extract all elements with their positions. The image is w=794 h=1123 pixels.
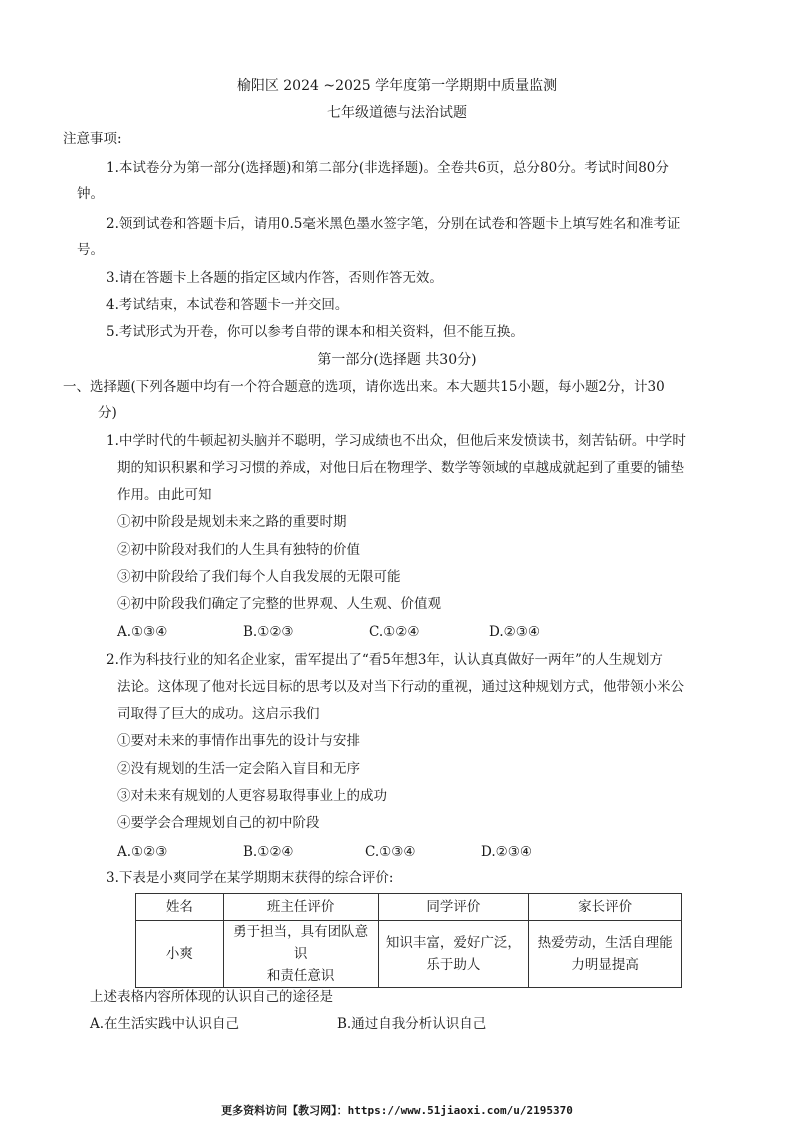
table-header-classmate: 同学评价: [378, 894, 529, 921]
q2-statement-3: ③对未来有规划的人更容易取得事业上的成功: [117, 788, 387, 804]
q2-option-d[interactable]: D.②③④: [481, 844, 532, 860]
q2-stem-line3: 司取得了巨大的成功。这启示我们: [117, 706, 320, 722]
q2-option-a[interactable]: A.①②③: [117, 844, 168, 860]
note-item-4: 4.考试结束，本试卷和答题卡一并交回。: [106, 297, 349, 313]
q1-option-d[interactable]: D.②③④: [489, 624, 540, 640]
q2-stem-line1: 2.作为科技行业的知名企业家，雷军提出了“看5年想3年，认认真真做好一两年”的人生规划方: [106, 652, 663, 668]
q2-options: [117, 842, 577, 862]
teacher-eval-line2: 和责任意识: [266, 968, 335, 984]
table-header-parent: 家长评价: [529, 894, 682, 921]
q3-question: 上述表格内容所体现的认识自己的途径是: [90, 989, 333, 1005]
q1-option-a[interactable]: A.①③④: [117, 624, 168, 640]
q1-stem-line1: 1.中学时代的牛顿起初头脑并不聪明，学习成绩也不出众，但他后来发愤读书，刻苦钻研。中学时: [106, 433, 686, 449]
q3-option-a[interactable]: A.在生活实践中认识自己: [90, 1016, 240, 1032]
table-row: [136, 921, 682, 988]
q2-option-b[interactable]: B.①②④: [243, 844, 294, 860]
exam-title: 榆阳区 2024 ~2025 学年度第一学期期中质量监测: [236, 78, 558, 94]
notes-heading: 注意事项:: [63, 131, 122, 147]
q1-statement-4: ④初中阶段我们确定了完整的世界观、人生观、价值观: [117, 596, 441, 612]
q2-statement-4: ④要学会合理规划自己的初中阶段: [117, 815, 320, 831]
note-item-5: 5.考试形式为开卷，你可以参考自带的课本和相关资料，但不能互换。: [106, 324, 524, 340]
note-item-1-cont: 钟。: [77, 186, 104, 202]
note-item-1: 1.本试卷分为第一部分(选择题)和第二部分(非选择题)。全卷共6页，总分80分。考试时间80分: [106, 160, 669, 176]
note-item-2-cont: 号。: [77, 242, 104, 258]
q2-option-c[interactable]: C.①③④: [365, 844, 416, 860]
table-header-row: [136, 894, 682, 921]
table-cell-classmate: [378, 921, 529, 988]
q2-stem-line2: 法论。这体现了他对长远目标的思考以及对当下行动的重视，通过这种规划方式，他带领小米公: [117, 679, 684, 695]
section-instructions-cont: 分): [98, 405, 117, 421]
note-item-2: 2.领到试卷和答题卡后，请用0.5毫米黑色墨水签字笔，分别在试卷和答题卡上填写姓名和准考证: [106, 216, 681, 232]
q1-option-b[interactable]: B.①②③: [243, 624, 294, 640]
table-cell-name: 小爽: [136, 921, 224, 988]
q1-option-c[interactable]: C.①②④: [369, 624, 420, 640]
q3-stem-line1: 3.下表是小爽同学在某学期期末获得的综合评价:: [106, 870, 394, 886]
exam-subtitle: 七年级道德与法治试题: [327, 105, 467, 121]
q2-statement-1: ①要对未来的事情作出事先的设计与安排: [117, 733, 360, 749]
classmate-eval-line1: 知识丰富，爱好广泛，: [385, 935, 521, 951]
q1-statement-3: ③初中阶段给了我们每个人自我发展的无限可能: [117, 569, 401, 585]
footer-link[interactable]: 更多资料访问【教习网】：https://www.51jiaoxi.com/u/2195370: [221, 1104, 573, 1117]
section-instructions: 一、选择题(下列各题中均有一个符合题意的选项，请你选出来。本大题共15小题，每小题2分，计30: [63, 379, 665, 395]
teacher-eval-line1: 勇于担当，具有团队意识: [233, 924, 369, 962]
q1-options: [117, 622, 577, 642]
q1-statement-2: ②初中阶段对我们的人生具有独特的价值: [117, 542, 360, 558]
part1-heading: 第一部分(选择题 共30分): [317, 352, 477, 368]
q2-statement-2: ②没有规划的生活一定会陷入盲目和无序: [117, 761, 360, 777]
parent-eval-line2: 力明显提高: [571, 957, 639, 973]
evaluation-table: [135, 893, 682, 988]
q1-statement-1: ①初中阶段是规划未来之路的重要时期: [117, 514, 347, 530]
q1-stem-line2: 期的知识积累和学习习惯的养成，对他日后在物理学、数学等领域的卓越成就起到了重要的铺垫: [117, 460, 684, 476]
q1-stem-line3: 作用。由此可知: [117, 487, 212, 503]
classmate-eval-line2: 乐于助人: [426, 957, 481, 973]
table-header-teacher: 班主任评价: [223, 894, 378, 921]
note-item-3: 3.请在答题卡上各题的指定区域内作答，否则作答无效。: [106, 270, 443, 286]
table-cell-parent: [529, 921, 682, 988]
q3-option-b[interactable]: B.通过自我分析认识自己: [337, 1016, 487, 1032]
table-header-name: 姓名: [136, 894, 224, 921]
table-cell-teacher: [223, 921, 378, 988]
parent-eval-line1: 热爱劳动，生活自理能: [537, 935, 673, 951]
